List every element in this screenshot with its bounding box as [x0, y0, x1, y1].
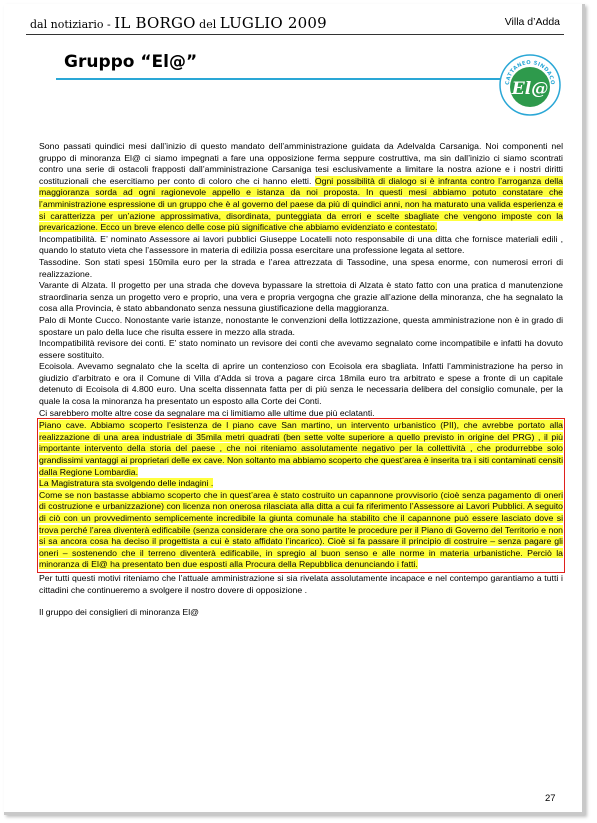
paragraph-altro: Ci sarebbero molte altre cose da segnalare ma ci limitiamo alle ultime due più eclatanti. [39, 407, 375, 418]
article-body [39, 141, 563, 619]
ela-logo [498, 52, 562, 116]
paragraph-ecoisola: Ecoisola. Avevamo segnalato che la scelta di aprire un contenzioso con Ecoisola era sbagliata. Infatti l’amministrazione ha perso in giudizio d’arbitrato e ora il Comune di Villa d’Adda si trova a pagare circa 18mila euro tra arbitrato e spese a fronte di un capitale detenuto di Ecoisola di 4.800 euro. Una scelta dissennata fatta per di più senza le necessaria delibera del consiglio comunale, per la quale la cosa la minoranza ha presentato un esposto alla Corte dei Conti. [39, 361, 563, 407]
header-location: Villa d’Adda [504, 16, 560, 28]
page-number: 27 [545, 793, 556, 804]
page-header [30, 13, 560, 33]
paragraph-intro [39, 141, 563, 234]
intro-highlight: Ogni possibilità di dialogo si è infranta contro l’arroganza della maggioranza sorda ad ogni ragionevole appello e istanza da noi proposta. In questi mesi abbiamo potuto constatare che l’amministrazione espressione di un gruppo che è al governo del paese da più di quindici anni, non ha maturato una valida esperienza e si caratterizza per un’azione approssimativa, disordinata, punteggiata da errori e scelte sbagliate che vengono imposte con la prevaricazione. Ecco un breve elenco delle cose più significative che abbiamo evidenziato e contestato. [39, 175, 563, 233]
header-divider [26, 34, 564, 35]
section-title: Gruppo “El@” [64, 52, 198, 72]
paragraph-conclusione: Per tutti questi motivi riteniamo che l’attuale amministrazione si sia rivelata assolutamente incapace e nel contempo garantiamo a tutti i cittadini che continueremo a svolgere il nostro dovere di opposizione . [39, 572, 563, 595]
paragraph-tassodine: Tassodine. Son stati spesi 150mila euro per la strada e l’area attrezzata di Tassodine, una spesa enorme, con numerosi errori di realizzazione. [39, 256, 563, 279]
signature: Il gruppo dei consiglieri di minoranza El@ [39, 607, 199, 618]
paragraph-piano-cave: Piano cave. Abbiamo scoperto l’esistenza de l piano cave San martino, un intervento urbanistico (PII), che avrebbe portato alla realizzazione di una area industriale di 35mila metri quadrati (ben sette volte superiore a quello previsto in origine del PRG) , il più importante intervento della storia del paese , che noi riteniamo assolutamente negativo per la collettività , che produrrebbe solo grandissimi vantaggi ai proprietari delle ex cave. Non soltanto ma abbiamo scoperto che quest’area è inserita tra i siti contaminati censiti dalla Regione Lombardia. [39, 420, 563, 477]
logo-arc-text: CATTANEO SINDACO [504, 59, 556, 86]
header-connector: del [195, 18, 220, 31]
publication-name: IL BORGO [114, 14, 196, 32]
paragraph-revisore: Incompatibilità revisore dei conti. E’ stato nominato un revisore dei conti che avevamo segnalato come incompatibile e infatti ha dovuto essere sostituito. [39, 338, 563, 360]
header-prefix: dal notiziario - [30, 18, 115, 31]
issue-date: LUGLIO 2009 [219, 14, 327, 32]
paragraph-capannone: Come se non bastasse abbiamo scoperto che in quest’area è stato costruito un capannone provvisorio (cioè senza pagamento di oneri di costruzione e urbanizzazione) con licenza non onerosa rilasciata alla ditta a cui fa riferimento l’Assessore ai Lavori Pubblici. A seguito di ciò con un provvedimento semplicemente incredibile la giunta comunale ha stabilito che il capannone può essere lasciato dove si trova perché l’area diventerà edificabile (senza considerare che ora sono partite le procedure per il Piano di Governo del Territorio e non si sa ancora cosa ha deciso il progettista a cui è stato affidato l’incarico). Cioè si fa passare il principio di costruire – senza pagare gli oneri – sostenendo che il terreno diventerà edificabile, in spregio al buon senso e alle norme in materia urbanistiche. Perciò la minoranza di El@ ha presentato ben due esposti alla Procura della Repubblica denunciando i fatti. [39, 489, 563, 570]
paragraph-palo: Palo di Monte Cucco. Nonostante varie istanze, nonostante le convenzioni della lottizzazione, questa amministrazione non è in grado di spostare un palo della luce che risulta essere in mezzo alla strada. [39, 314, 563, 337]
publication-line [30, 13, 327, 32]
title-underline [56, 78, 524, 80]
intro-text: Sono passati quindici mesi dall’inizio di questo mandato dell’amministrazione guidata da Adelvalda Carsaniga. Noi componenti nel gruppo di minoranza El@ ci siamo impegnati a fare una opposizione ferma seppure costruttiva, ma sin dall’inizio ci siamo scontrati contro una serie di ostacoli frapposti dall’amministrazione Carsaniga tesi esclusivamente a limitare la nostra azione e i nostri diritti costituzionali che esercitiamo per conto di coloro che ci hanno eletti. [39, 141, 563, 186]
logo-mark: El@ [511, 79, 549, 99]
page [4, 4, 585, 815]
highlighted-box [39, 420, 563, 571]
paragraph-incompatibilita: Incompatibilità. E’ nominato Assessore ai lavori pubblici Giuseppe Locatelli noto responsabile di una ditta che fornisce materiali edili , quando lo statuto vieta che l’assessore in materia di edilizia possa esercitare una professione legata al settore. [39, 233, 563, 256]
paragraph-magistratura: La Magistratura sta svolgendo delle indagini . [39, 478, 214, 489]
paragraph-alzata: Varante di Alzata. Il progetto per una strada che doveva bypassare la strettoia di Alzata è stato fatto con una pratica d manutenzione straordinaria senza un progetto vero e proprio, una vera e propria vergogna che grazie all’azione della minoranza, che ha segnalato la cosa alla Provincia, è stato abbandonato senza nessuna giustificazione della maggioranza. [39, 280, 563, 314]
